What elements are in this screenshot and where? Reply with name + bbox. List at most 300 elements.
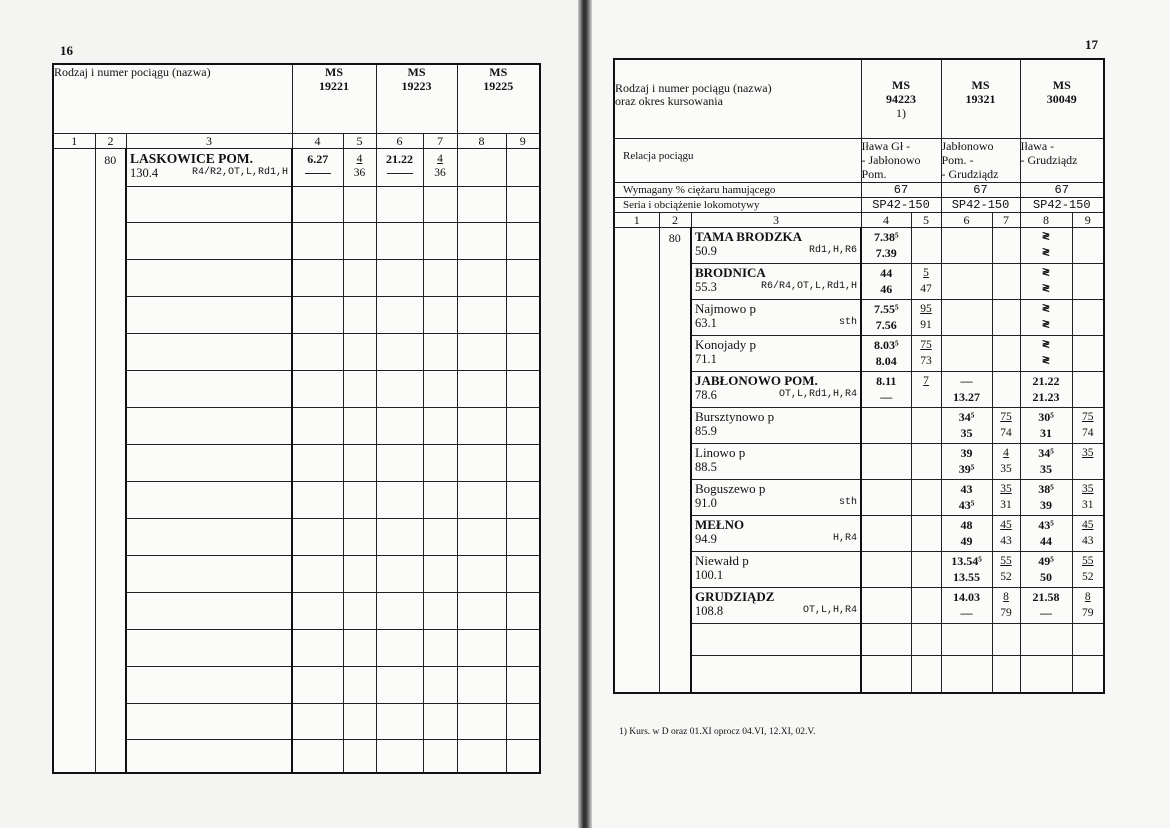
footnote: 1) Kurs. w D oraz 01.XI oprocz 04.VI, 12.XI, 02.V. — [619, 727, 816, 737]
empty-cell — [457, 555, 506, 592]
time-value: 49⁵ — [1038, 553, 1054, 568]
empty-cell — [126, 222, 292, 259]
station-name: TAMA BRODZKA — [695, 228, 803, 244]
station-cell — [691, 227, 861, 263]
time-cell — [861, 371, 911, 407]
km-value: 71.1 — [695, 351, 717, 366]
empty-cell — [343, 333, 376, 370]
station-codes: H,R4 — [832, 532, 857, 544]
empty-cell — [506, 296, 540, 333]
timetable-left — [52, 63, 541, 774]
speed-value: 55 — [1082, 554, 1094, 567]
relation-1: Iława Gł - - Jabłonowo Pom. — [861, 138, 941, 182]
empty-cell — [457, 444, 506, 481]
time-value: 44 — [880, 265, 893, 280]
empty-cell — [1020, 623, 1072, 655]
station-cell — [691, 263, 861, 299]
time-cell — [861, 299, 911, 335]
speed-cell — [1072, 335, 1104, 371]
empty-cell — [376, 739, 423, 773]
time-value: 49 — [960, 533, 973, 548]
speed-value: 4 — [356, 152, 363, 165]
speed-value — [912, 408, 941, 426]
empty-cell — [506, 259, 540, 296]
speed-cell — [1072, 551, 1104, 587]
station-cell — [691, 551, 861, 587]
speed-cell — [1072, 443, 1104, 479]
speed-cell — [992, 443, 1020, 479]
empty-cell — [457, 703, 506, 739]
time-cell — [941, 371, 992, 407]
speed-value: 35 — [1082, 446, 1094, 459]
empty-cell — [457, 186, 506, 222]
arrival-time: 6.27 — [307, 151, 329, 166]
empty-cell — [376, 333, 423, 370]
empty-cell — [911, 623, 941, 655]
empty-cell — [506, 186, 540, 222]
time-cell — [941, 443, 992, 479]
speed-value: 35 — [1000, 482, 1012, 495]
col-num: 4 — [292, 133, 343, 148]
time-value: 13.55 — [953, 569, 980, 584]
speed-value: 36 — [353, 166, 366, 179]
empty-cell — [614, 227, 659, 693]
empty-cell — [343, 481, 376, 518]
col-num: 4 — [861, 212, 911, 227]
empty-cell — [292, 333, 343, 370]
col-num: 7 — [992, 212, 1020, 227]
empty-cell — [376, 666, 423, 703]
speed-value — [1073, 372, 1104, 390]
time-value: 8.03⁵ — [873, 337, 899, 352]
time-value: 7.55⁵ — [873, 301, 899, 316]
empty-cell — [506, 333, 540, 370]
time-value: 13.27 — [953, 389, 980, 404]
time-value: ≷ — [1041, 246, 1051, 258]
empty-cell — [292, 703, 343, 739]
empty-cell — [292, 629, 343, 666]
km-row — [692, 352, 860, 366]
station-name: Bursztynowo p — [695, 408, 775, 424]
empty-cell — [376, 555, 423, 592]
speed-cell — [1072, 407, 1104, 443]
empty-cell — [457, 296, 506, 333]
speed-cell — [1072, 299, 1104, 335]
time-value: 43⁵ — [1038, 517, 1054, 532]
line-number: 80 — [659, 227, 691, 693]
time-value — [862, 444, 911, 462]
speed-cell — [1072, 587, 1104, 623]
empty-cell — [457, 592, 506, 629]
station-name: Boguszewo p — [695, 480, 766, 496]
relation-3: Iława - - Grudziądz — [1020, 138, 1104, 182]
empty-cell — [53, 148, 95, 773]
empty-cell — [292, 481, 343, 518]
train-header-3: MS 19225 — [457, 64, 540, 133]
empty-cell — [861, 623, 911, 655]
time-value — [862, 480, 911, 498]
time-value: 38⁵ — [1038, 481, 1054, 496]
empty-cell — [126, 407, 292, 444]
empty-cell — [423, 222, 457, 259]
col-num: 9 — [506, 133, 540, 148]
station-name: Niewałd p — [695, 552, 749, 568]
time-value: 43⁵ — [958, 497, 975, 512]
col-num: 7 — [423, 133, 457, 148]
station-cell — [691, 515, 861, 551]
col-num: 8 — [457, 133, 506, 148]
km-row — [692, 568, 860, 582]
empty-cell — [343, 444, 376, 481]
empty-cell — [343, 296, 376, 333]
station-cell — [691, 371, 861, 407]
time-cell — [1020, 551, 1072, 587]
time-value — [942, 336, 992, 354]
col-num: 5 — [911, 212, 941, 227]
time-cell — [1020, 371, 1072, 407]
col-num: 2 — [95, 133, 126, 148]
station-name: Najmowo p — [695, 300, 757, 316]
speed-value: 45 — [1082, 518, 1094, 531]
speed-value: 7 — [923, 374, 929, 387]
km-value: 94.9 — [695, 531, 717, 546]
column-numbers-row — [614, 212, 1104, 227]
empty-cell — [506, 739, 540, 773]
km-row — [692, 316, 860, 330]
loco-value: SP42-150 — [941, 197, 1020, 212]
col-num: 1 — [53, 133, 95, 148]
time-value: 21.23 — [1032, 389, 1060, 404]
empty-cell — [457, 739, 506, 773]
speed-cell — [911, 299, 941, 335]
empty-cell — [126, 481, 292, 518]
empty-cell — [343, 739, 376, 773]
empty-cell — [126, 296, 292, 333]
speed-value — [993, 336, 1020, 354]
station-cell — [691, 587, 861, 623]
empty-cell — [343, 370, 376, 407]
empty-cell — [457, 333, 506, 370]
train-header-2: MS 19321 — [941, 59, 1020, 138]
time-value: 7.56 — [875, 317, 897, 332]
empty-cell — [423, 407, 457, 444]
speed-cell — [911, 551, 941, 587]
speed-cell — [992, 335, 1020, 371]
speed-cell — [911, 443, 941, 479]
speed-value: 43 — [1000, 534, 1012, 547]
empty-cell — [376, 407, 423, 444]
header-label: Rodzaj i numer pociągu (nazwa) — [53, 64, 292, 133]
relation-2: Jabłonowo Pom. - - Grudziądz — [941, 138, 1020, 182]
empty-cell — [457, 148, 506, 186]
empty-cell — [457, 666, 506, 703]
time-value — [862, 408, 911, 426]
station-codes: sth — [838, 316, 857, 328]
speed-cell — [1072, 263, 1104, 299]
empty-cell — [941, 655, 992, 693]
time-cell — [1020, 263, 1072, 299]
speed-value — [1073, 336, 1104, 354]
time-value: 13.54⁵ — [951, 553, 982, 568]
empty-cell — [126, 444, 292, 481]
time-value: 14.03 — [953, 589, 980, 604]
empty-cell — [506, 444, 540, 481]
empty-cell — [343, 666, 376, 703]
km-row — [692, 604, 860, 618]
km-value: 100.1 — [695, 567, 724, 582]
speed-cell — [911, 335, 941, 371]
station-name: MEŁNO — [695, 516, 745, 532]
time-cell — [1020, 407, 1072, 443]
empty-cell — [1020, 655, 1072, 693]
speed-value: 8 — [1003, 590, 1009, 603]
station-codes: R6/R4,OT,L,Rd1,H — [760, 280, 857, 292]
empty-cell — [423, 592, 457, 629]
time-value: 35 — [960, 425, 973, 440]
col-num: 5 — [343, 133, 376, 148]
empty-cell — [126, 629, 292, 666]
speed-cell — [911, 263, 941, 299]
time-cell — [861, 443, 911, 479]
speed-value: 73 — [920, 354, 932, 367]
empty-cell — [376, 592, 423, 629]
empty-cell — [292, 222, 343, 259]
time-value: 31 — [1040, 425, 1052, 440]
empty-cell — [506, 592, 540, 629]
speed-cell — [992, 587, 1020, 623]
empty-cell — [292, 739, 343, 773]
speed-cell — [911, 587, 941, 623]
empty-cell — [423, 370, 457, 407]
empty-cell — [343, 407, 376, 444]
empty-cell — [376, 481, 423, 518]
time-cell — [861, 515, 911, 551]
km-value: 78.6 — [695, 387, 717, 402]
speed-value: 36 — [434, 166, 446, 179]
time-value: ≷ — [1041, 282, 1051, 294]
brake-label: Wymagany % ciężaru hamującego — [614, 182, 861, 197]
empty-cell — [506, 407, 540, 444]
speed-value — [912, 444, 941, 462]
station-cell — [691, 407, 861, 443]
train-header-2: MS 19223 — [376, 64, 457, 133]
station-cell — [691, 299, 861, 335]
empty-cell — [126, 555, 292, 592]
col-num: 2 — [659, 212, 691, 227]
empty-cell — [376, 444, 423, 481]
empty-cell — [343, 222, 376, 259]
speed-cell — [992, 407, 1020, 443]
arrival-time: 21.22 — [386, 151, 413, 166]
time-value: 48 — [960, 517, 973, 532]
time-value: 30⁵ — [1038, 409, 1054, 424]
speed-value: 52 — [1000, 570, 1012, 583]
km-value: 88.5 — [695, 459, 717, 474]
time-value: — — [960, 605, 973, 620]
time-value — [942, 228, 992, 246]
empty-cell — [126, 259, 292, 296]
empty-cell — [423, 333, 457, 370]
time-value: 21.58 — [1032, 589, 1060, 604]
km-row — [692, 244, 860, 258]
station-cell — [126, 148, 292, 186]
empty-cell — [423, 703, 457, 739]
station-codes: OT,L,H,R4 — [802, 604, 857, 616]
empty-cell — [376, 222, 423, 259]
empty-cell — [457, 629, 506, 666]
right-page — [592, 0, 1170, 828]
time-cell — [941, 479, 992, 515]
empty-cell — [376, 259, 423, 296]
speed-cell — [1072, 371, 1104, 407]
empty-cell — [423, 629, 457, 666]
empty-cell — [423, 296, 457, 333]
time-value: 7.39 — [875, 245, 897, 260]
empty-cell — [941, 623, 992, 655]
speed-cell — [992, 551, 1020, 587]
station-codes: OT,L,Rd1,H,R4 — [778, 388, 857, 400]
empty-cell — [1072, 623, 1104, 655]
time-cell — [861, 263, 911, 299]
time-cell — [1020, 479, 1072, 515]
empty-cell — [292, 407, 343, 444]
empty-cell — [506, 370, 540, 407]
speed-value: 35 — [1082, 482, 1094, 495]
empty-cell — [506, 222, 540, 259]
speed-value: 75 — [1082, 410, 1094, 423]
loco-value: SP42-150 — [861, 197, 941, 212]
speed-cell — [911, 479, 941, 515]
empty-cell — [376, 296, 423, 333]
speed-value: 74 — [1082, 426, 1094, 439]
empty-cell — [292, 296, 343, 333]
time-cell — [1020, 299, 1072, 335]
time-value — [862, 516, 911, 534]
empty-cell — [423, 518, 457, 555]
speed-value: 45 — [1000, 518, 1012, 531]
empty-cell — [126, 370, 292, 407]
station-name: Linowo p — [695, 444, 746, 460]
time-value: 46 — [880, 281, 893, 296]
time-value: ≷ — [1041, 338, 1051, 350]
time-cell — [1020, 335, 1072, 371]
time-value: 34⁵ — [958, 409, 975, 424]
book-spine — [578, 0, 592, 828]
speed-value — [912, 516, 941, 534]
col-num: 3 — [126, 133, 292, 148]
time-value — [862, 588, 911, 606]
speed-value: 5 — [923, 266, 929, 279]
speed-value: 91 — [920, 318, 932, 331]
speed-value: 79 — [1082, 606, 1094, 619]
time-value: 39 — [960, 445, 973, 460]
loco-value: SP42-150 — [1020, 197, 1104, 212]
empty-cell — [423, 259, 457, 296]
empty-cell — [423, 481, 457, 518]
speed-value — [1073, 264, 1104, 282]
time-value: — — [880, 389, 893, 404]
time-cell — [941, 227, 992, 263]
time-value: 44 — [1040, 533, 1052, 548]
time-value: 21.22 — [1032, 373, 1060, 388]
speed-value — [1073, 300, 1104, 318]
empty-cell — [126, 333, 292, 370]
empty-cell — [423, 666, 457, 703]
station-cell — [691, 479, 861, 515]
speed-value: 8 — [1084, 590, 1091, 603]
time-value: — — [1040, 605, 1052, 620]
time-value — [862, 552, 911, 570]
station-cell — [691, 443, 861, 479]
time-value: ≷ — [1041, 266, 1051, 278]
time-cell — [941, 263, 992, 299]
col-num: 1 — [614, 212, 659, 227]
time-value: 39 — [1040, 497, 1052, 512]
empty-cell — [506, 518, 540, 555]
speed-cell — [992, 479, 1020, 515]
empty-cell — [126, 666, 292, 703]
train-header-1: MS 94223 1) — [861, 59, 941, 138]
speed-cell — [1072, 515, 1104, 551]
empty-cell — [423, 444, 457, 481]
speed-value: 35 — [1000, 462, 1012, 475]
empty-cell — [376, 370, 423, 407]
empty-cell — [376, 186, 423, 222]
km-row — [692, 280, 860, 294]
speed-cell — [1072, 227, 1104, 263]
speed-cell — [992, 371, 1020, 407]
speed-value: 47 — [920, 282, 932, 295]
speed-value — [912, 228, 941, 246]
empty-cell — [691, 655, 861, 693]
empty-cell — [292, 444, 343, 481]
empty-cell — [126, 703, 292, 739]
speed-value: 75 — [920, 338, 932, 351]
empty-cell — [126, 186, 292, 222]
empty-cell — [506, 555, 540, 592]
empty-cell — [506, 629, 540, 666]
km-row — [127, 166, 291, 180]
time-value: 8.11 — [876, 373, 897, 388]
time-cell — [941, 551, 992, 587]
empty-cell — [292, 666, 343, 703]
speed-cell — [992, 263, 1020, 299]
km-row — [692, 460, 860, 474]
station-name: LASKOWICE POM. — [130, 150, 254, 166]
time-cell — [941, 587, 992, 623]
empty-cell — [376, 629, 423, 666]
loco-label: Seria i obciążenie lokomotywy — [614, 197, 861, 212]
dash — [305, 173, 331, 174]
col-num: 3 — [691, 212, 861, 227]
time-cell — [941, 515, 992, 551]
time-cell — [861, 587, 911, 623]
empty-cell — [126, 592, 292, 629]
speed-value — [993, 264, 1020, 282]
timetable-right — [613, 58, 1105, 694]
speed-value: 95 — [920, 302, 932, 315]
station-codes: Rd1,H,R6 — [808, 244, 857, 256]
time-value: 43 — [960, 481, 973, 496]
speed-value: 55 — [1000, 554, 1012, 567]
km-value: 91.0 — [695, 495, 717, 510]
km-value: 85.9 — [695, 423, 717, 438]
empty-cell — [506, 703, 540, 739]
speed-cell — [911, 371, 941, 407]
station-cell — [691, 335, 861, 371]
empty-cell — [292, 592, 343, 629]
speed-value — [912, 588, 941, 606]
